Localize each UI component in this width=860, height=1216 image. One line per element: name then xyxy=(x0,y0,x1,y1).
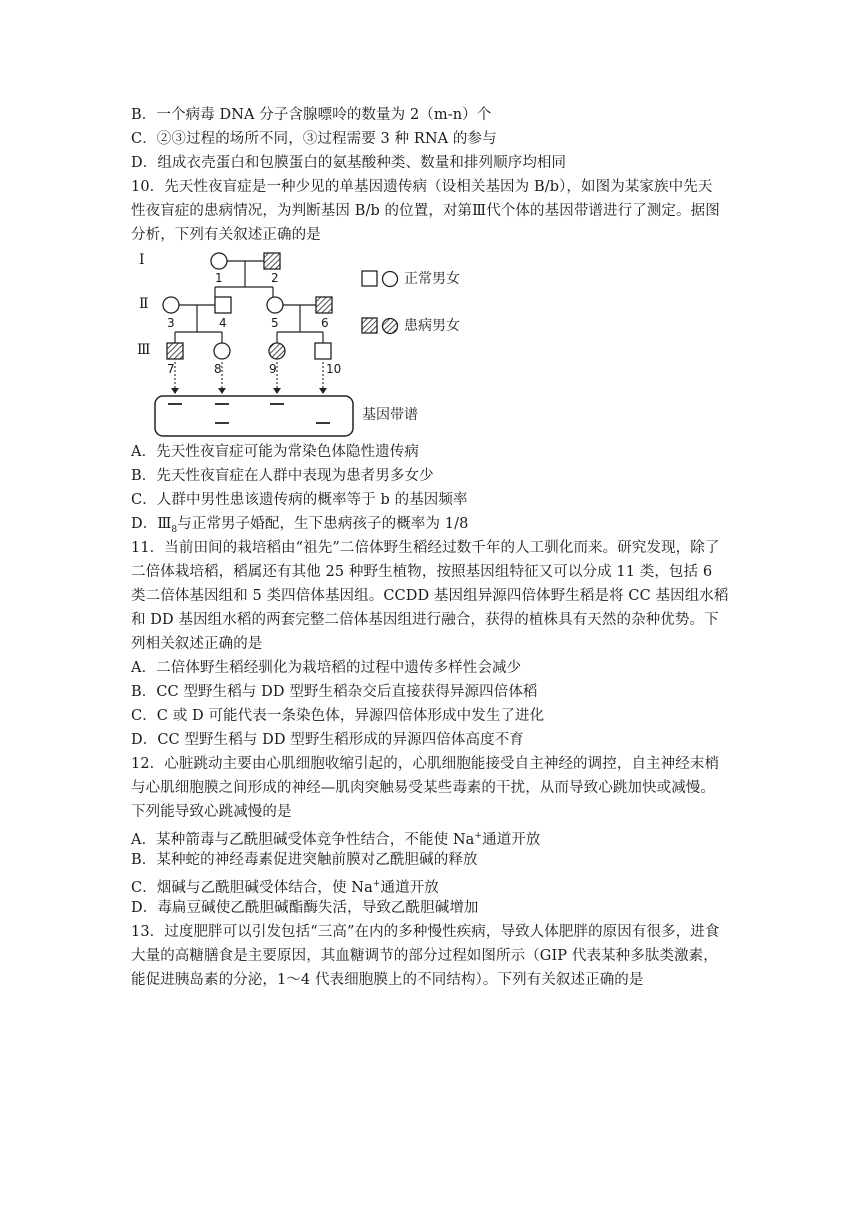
number-1: 1 xyxy=(215,271,223,285)
q10-stem-line-3: 分析，下列有关叙述正确的是 xyxy=(131,227,321,243)
number-9: 9 xyxy=(269,362,277,376)
number-6: 6 xyxy=(321,316,329,330)
q10-option-b: B．先天性夜盲症在人群中表现为患者男多女少 xyxy=(131,468,434,484)
q13-stem-line-3: 能促进胰岛素的分泌，1～4 代表细胞膜上的不同结构）。下列有关叙述正确的是 xyxy=(131,972,644,988)
q10-option-d: D．$Ⅲ_8$与正常男子婚配，生下患病孩子的概率为 1/8 xyxy=(131,516,469,535)
individual-II-3 xyxy=(163,297,179,313)
number-10: 10 xyxy=(326,362,342,376)
individual-III-8 xyxy=(214,343,230,359)
legend-affected-female xyxy=(383,319,398,334)
q9-option-c: C．②③过程的场所不同，③过程需要 3 种 RNA 的参与 xyxy=(131,131,497,147)
generation-label-III: Ⅲ xyxy=(137,342,151,358)
number-4: 4 xyxy=(219,316,227,330)
q9-option-d: D．组成衣壳蛋白和包膜蛋白的氨基酸种类、数量和排列顺序均相同 xyxy=(131,155,567,171)
q13-stem-line-2: 大量的高糖膳食是主要原因，其血糖调节的部分过程如图所示（GIP 代表某种多肽类激素， xyxy=(131,948,718,964)
q10-option-c: C．人群中男性患该遗传病的概率等于 b 的基因频率 xyxy=(131,492,468,508)
generation-label-II: Ⅱ xyxy=(139,296,149,312)
q11-stem-line-4: 和 DD 基因组水稻的两套完整二倍体基因组进行融合，获得的植株具有天然的杂种优势。下 xyxy=(131,612,719,628)
q12-stem-line-3: 下列能导致心跳减慢的是 xyxy=(131,804,292,820)
number-3: 3 xyxy=(167,316,175,330)
gene-band-label: 基因带谱 xyxy=(362,407,418,423)
number-8: 8 xyxy=(214,362,222,376)
q12-stem-line-2: 与心肌细胞膜之间形成的神经—肌肉突触易受某些毒素的干扰，从而导致心跳加快或减慢。 xyxy=(131,780,715,796)
q11-stem-line-3: 类二倍体基因组和 5 类四倍体基因组。CCDD 基因组异源四倍体野生稻是将 CC 基因组水稻 xyxy=(131,588,729,604)
legend-affected-male xyxy=(362,318,377,333)
legend-affected-label: 患病男女 xyxy=(404,318,460,334)
individual-III-9 xyxy=(269,343,285,359)
legend-normal-male xyxy=(362,271,377,286)
q12-option-b: B．某种蛇的神经毒素促进突触前膜对乙酰胆碱的释放 xyxy=(131,852,478,868)
legend-normal-female xyxy=(383,272,398,287)
q12-option-d: D．毒扁豆碱使乙酰胆碱酯酶失活，导致乙酰胆碱增加 xyxy=(131,900,479,916)
individual-II-6 xyxy=(316,297,332,313)
individual-I-2 xyxy=(264,253,280,269)
q9-option-b: B．一个病毒 DNA 分子含腺嘌呤的数量为 2（m-n）个 xyxy=(131,107,492,123)
q11-stem-line-5: 列相关叙述正确的是 xyxy=(131,636,263,652)
q12-stem-line-1: 12．心脏跳动主要由心肌细胞收缩引起的，心肌细胞能接受自主神经的调控，自主神经末梢 xyxy=(131,756,720,772)
q11-option-b: B．CC 型野生稻与 DD 型野生稻杂交后直接获得异源四倍体稻 xyxy=(131,684,538,700)
q12-option-a: A．某种箭毒与乙酰胆碱受体竞争性结合，不能使 Na+通道开放 xyxy=(131,831,541,848)
number-2: 2 xyxy=(271,271,279,285)
individual-I-1 xyxy=(211,253,227,269)
individual-III-10 xyxy=(315,343,331,359)
q13-stem-line-1: 13．过度肥胖可以引发包括“三高”在内的多种慢性疾病，导致人体肥胖的原因有很多，进食 xyxy=(131,924,720,940)
q11-option-a: A．二倍体野生稻经驯化为栽培稻的过程中遗传多样性会减少 xyxy=(131,660,522,676)
number-5: 5 xyxy=(271,316,279,330)
generation-label-I: Ⅰ xyxy=(139,252,145,268)
legend-normal-label: 正常男女 xyxy=(404,271,460,287)
q11-stem-line-2: 二倍体栽培稻，稻属还有其他 25 种野生植物，按照基因组特征又可以分成 11 类，包括 6 xyxy=(131,564,713,580)
individual-II-4 xyxy=(215,297,231,313)
q11-option-c: C．C 或 D 可能代表一条染色体，异源四倍体形成中发生了进化 xyxy=(131,708,545,724)
individual-III-7 xyxy=(167,343,183,359)
q10-stem-line-1: 10．先天性夜盲症是一种少见的单基因遗传病（设相关基因为 B/b），如图为某家族中先天 xyxy=(131,179,713,195)
q11-option-d: D．CC 型野生稻与 DD 型野生稻形成的异源四倍体高度不育 xyxy=(131,732,524,748)
q10-stem-line-2: 性夜盲症的患病情况，为判断基因 B/b 的位置，对第Ⅲ代个体的基因带谱进行了测定。据图 xyxy=(131,203,720,219)
q12-option-c: C．烟碱与乙酰胆碱受体结合，使 Na+通道开放 xyxy=(131,879,439,896)
q11-stem-line-1: 11．当前田间的栽培稻由“祖先”二倍体野生稻经过数千年的人工驯化而来。研究发现，除了 xyxy=(131,540,720,556)
gene-band-box xyxy=(155,396,353,436)
pedigree-figure xyxy=(130,244,482,440)
individual-II-5 xyxy=(267,297,283,313)
q10-option-a: A．先天性夜盲症可能为常染色体隐性遗传病 xyxy=(131,444,419,460)
number-7: 7 xyxy=(167,362,175,376)
